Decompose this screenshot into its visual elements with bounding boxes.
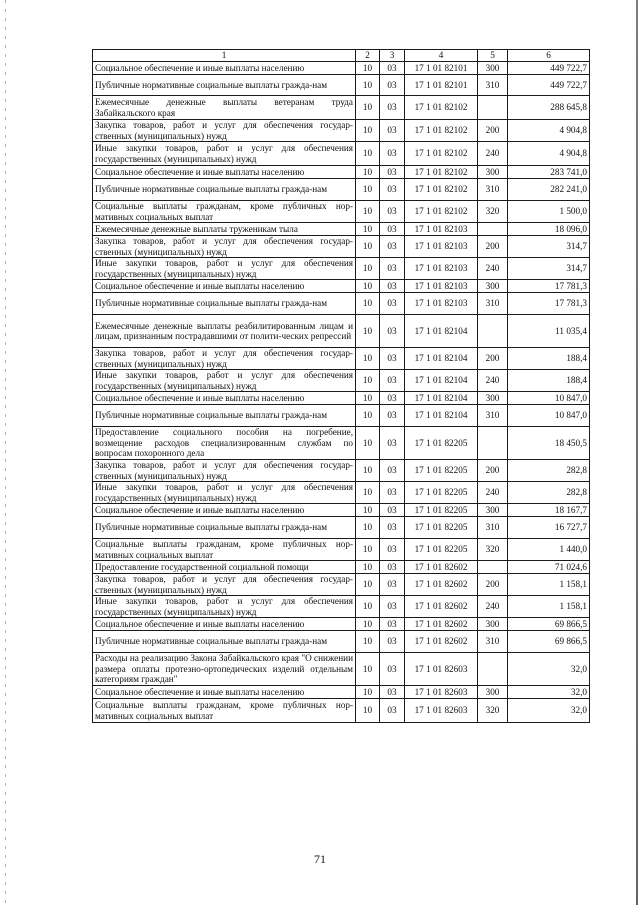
- header-col-2: 2: [356, 50, 380, 62]
- row-expense-type: 300: [478, 166, 508, 179]
- row-amount: 449 722,7: [508, 62, 590, 75]
- row-subsection: 03: [380, 62, 405, 75]
- table-row: [93, 293, 590, 315]
- row-target-article: 17 1 01 82102: [405, 96, 478, 120]
- header-row: [93, 50, 590, 62]
- row-expense-type: 310: [478, 75, 508, 96]
- row-amount: 1 440,0: [508, 539, 590, 561]
- row-target-article: 17 1 01 82102: [405, 166, 478, 179]
- table-row: [93, 482, 590, 504]
- table-row: [93, 236, 590, 258]
- row-name: Закупка товаров, работ и услуг для обеспечения государ-ственных (муниципальных) нужд: [93, 348, 356, 370]
- row-amount: 282,8: [508, 460, 590, 482]
- header-col-4: 4: [405, 50, 478, 62]
- row-expense-type: 200: [478, 574, 508, 596]
- row-name: Публичные нормативные социальные выплаты граждa-нам: [93, 631, 356, 653]
- table-row: [93, 280, 590, 293]
- row-name: Социальное обеспечение и иные выплаты населению: [93, 392, 356, 405]
- row-section: 10: [356, 315, 380, 348]
- row-name: Социальное обеспечение и иные выплаты населению: [93, 166, 356, 179]
- row-section: 10: [356, 517, 380, 539]
- row-section: 10: [356, 699, 380, 723]
- row-name: Предоставление государственной социальной помощи: [93, 561, 356, 574]
- row-expense-type: 240: [478, 482, 508, 504]
- row-amount: 282,8: [508, 482, 590, 504]
- row-target-article: 17 1 01 82102: [405, 142, 478, 166]
- table-row: [93, 348, 590, 370]
- row-name: Ежемесячные денежные выплаты ветеранам труда Забайкальского края: [93, 96, 356, 120]
- row-name: Социальное обеспечение и иные выплаты населению: [93, 618, 356, 631]
- row-expense-type: 240: [478, 370, 508, 392]
- row-expense-type: [478, 427, 508, 460]
- table-body: [93, 62, 590, 723]
- row-section: 10: [356, 348, 380, 370]
- row-subsection: 03: [380, 223, 405, 236]
- row-section: 10: [356, 405, 380, 427]
- table-row: [93, 653, 590, 686]
- row-subsection: 03: [380, 392, 405, 405]
- row-target-article: 17 1 01 82103: [405, 258, 478, 280]
- row-name: Ежемесячные денежные выплаты труженикам тыла: [93, 223, 356, 236]
- row-target-article: 17 1 01 82104: [405, 315, 478, 348]
- table-row: [93, 686, 590, 699]
- table-row: [93, 596, 590, 618]
- row-subsection: 03: [380, 686, 405, 699]
- row-amount: 4 904,8: [508, 120, 590, 142]
- row-name: Публичные нормативные социальные выплаты граждa-нам: [93, 75, 356, 96]
- row-subsection: 03: [380, 179, 405, 201]
- table-row: [93, 370, 590, 392]
- row-name: Закупка товаров, работ и услуг для обеспечения государ-ственных (муниципальных) нужд: [93, 236, 356, 258]
- row-amount: 188,4: [508, 348, 590, 370]
- row-amount: 10 847,0: [508, 392, 590, 405]
- row-expense-type: 300: [478, 392, 508, 405]
- row-amount: 1 158,1: [508, 596, 590, 618]
- row-subsection: 03: [380, 142, 405, 166]
- row-subsection: 03: [380, 370, 405, 392]
- table-row: [93, 223, 590, 236]
- row-expense-type: 310: [478, 631, 508, 653]
- row-subsection: 03: [380, 348, 405, 370]
- table-header: [93, 50, 590, 62]
- row-section: 10: [356, 201, 380, 223]
- row-name: Иные закупки товаров, работ и услуг для обеспечения государственных (муниципальных) нужд: [93, 258, 356, 280]
- row-target-article: 17 1 01 82602: [405, 618, 478, 631]
- row-subsection: 03: [380, 596, 405, 618]
- row-target-article: 17 1 01 82205: [405, 427, 478, 460]
- row-subsection: 03: [380, 236, 405, 258]
- table-row: [93, 315, 590, 348]
- row-target-article: 17 1 01 82104: [405, 370, 478, 392]
- row-amount: 18 096,0: [508, 223, 590, 236]
- row-name: Иные закупки товаров, работ и услуг для обеспечения государственных (муниципальных) нужд: [93, 142, 356, 166]
- table-row: [93, 517, 590, 539]
- row-section: 10: [356, 258, 380, 280]
- row-subsection: 03: [380, 75, 405, 96]
- row-target-article: 17 1 01 82602: [405, 574, 478, 596]
- row-section: 10: [356, 460, 380, 482]
- row-target-article: 17 1 01 82104: [405, 348, 478, 370]
- row-subsection: 03: [380, 699, 405, 723]
- row-subsection: 03: [380, 427, 405, 460]
- header-col-3: 3: [380, 50, 405, 62]
- row-amount: 71 024,6: [508, 561, 590, 574]
- row-name: Иные закупки товаров, работ и услуг для обеспечения государственных (муниципальных) нужд: [93, 596, 356, 618]
- table-row: [93, 75, 590, 96]
- row-target-article: 17 1 01 82103: [405, 293, 478, 315]
- row-amount: 449 722,7: [508, 75, 590, 96]
- row-target-article: 17 1 01 82101: [405, 75, 478, 96]
- row-name: Иные закупки товаров, работ и услуг для обеспечения государственных (муниципальных) нужд: [93, 370, 356, 392]
- row-subsection: 03: [380, 618, 405, 631]
- row-expense-type: [478, 223, 508, 236]
- row-section: 10: [356, 482, 380, 504]
- row-section: 10: [356, 596, 380, 618]
- row-amount: 69 866,5: [508, 631, 590, 653]
- row-expense-type: 320: [478, 201, 508, 223]
- row-target-article: 17 1 01 82205: [405, 517, 478, 539]
- row-target-article: 17 1 01 82102: [405, 120, 478, 142]
- row-subsection: 03: [380, 96, 405, 120]
- row-name: Закупка товаров, работ и услуг для обеспечения государ-ственных (муниципальных) нужд: [93, 574, 356, 596]
- row-target-article: 17 1 01 82104: [405, 405, 478, 427]
- row-name: Социальные выплаты гражданам, кроме публичных нор-мативных социальных выплат: [93, 699, 356, 723]
- row-expense-type: [478, 96, 508, 120]
- row-section: 10: [356, 223, 380, 236]
- row-target-article: 17 1 01 82101: [405, 62, 478, 75]
- row-amount: 314,7: [508, 236, 590, 258]
- row-section: 10: [356, 280, 380, 293]
- row-expense-type: 200: [478, 460, 508, 482]
- row-section: 10: [356, 653, 380, 686]
- row-amount: 17 781,3: [508, 293, 590, 315]
- row-target-article: 17 1 01 82603: [405, 653, 478, 686]
- table-row: [93, 179, 590, 201]
- row-expense-type: 310: [478, 517, 508, 539]
- table-row: [93, 405, 590, 427]
- row-section: 10: [356, 120, 380, 142]
- row-target-article: 17 1 01 82602: [405, 561, 478, 574]
- row-subsection: 03: [380, 405, 405, 427]
- row-section: 10: [356, 539, 380, 561]
- table-row: [93, 392, 590, 405]
- row-target-article: 17 1 01 82603: [405, 686, 478, 699]
- row-subsection: 03: [380, 280, 405, 293]
- row-name: Публичные нормативные социальные выплаты граждa-нам: [93, 405, 356, 427]
- row-expense-type: 300: [478, 62, 508, 75]
- row-subsection: 03: [380, 258, 405, 280]
- row-amount: 32,0: [508, 699, 590, 723]
- scan-edge-left: [5, 0, 6, 905]
- row-name: Расходы на реализацию Закона Забайкальского края "О снижении размера оплаты протезно-ортопедических изделий отдельным категориям граждан": [93, 653, 356, 686]
- row-subsection: 03: [380, 561, 405, 574]
- table-row: [93, 120, 590, 142]
- row-expense-type: 240: [478, 258, 508, 280]
- table-row: [93, 460, 590, 482]
- row-target-article: 17 1 01 82103: [405, 223, 478, 236]
- row-subsection: 03: [380, 293, 405, 315]
- scan-edge-right: [636, 0, 638, 905]
- row-amount: 69 866,5: [508, 618, 590, 631]
- row-expense-type: 200: [478, 120, 508, 142]
- table-row: [93, 539, 590, 561]
- row-section: 10: [356, 142, 380, 166]
- row-amount: 10 847,0: [508, 405, 590, 427]
- row-target-article: 17 1 01 82104: [405, 392, 478, 405]
- row-section: 10: [356, 166, 380, 179]
- row-section: 10: [356, 62, 380, 75]
- row-target-article: 17 1 01 82205: [405, 460, 478, 482]
- row-subsection: 03: [380, 460, 405, 482]
- row-name: Публичные нормативные социальные выплаты граждa-нам: [93, 293, 356, 315]
- table-row: [93, 166, 590, 179]
- row-name: Социальное обеспечение и иные выплаты населению: [93, 504, 356, 517]
- row-subsection: 03: [380, 120, 405, 142]
- header-col-6: 6: [508, 50, 590, 62]
- row-expense-type: 320: [478, 699, 508, 723]
- row-expense-type: [478, 315, 508, 348]
- row-target-article: 17 1 01 82102: [405, 201, 478, 223]
- row-name: Закупка товаров, работ и услуг для обеспечения государ-ственных (муниципальных) нужд: [93, 460, 356, 482]
- row-section: 10: [356, 686, 380, 699]
- header-col-5: 5: [478, 50, 508, 62]
- row-section: 10: [356, 561, 380, 574]
- row-section: 10: [356, 427, 380, 460]
- row-amount: 32,0: [508, 686, 590, 699]
- row-section: 10: [356, 392, 380, 405]
- row-section: 10: [356, 236, 380, 258]
- row-amount: 188,4: [508, 370, 590, 392]
- row-expense-type: 300: [478, 280, 508, 293]
- row-amount: 32,0: [508, 653, 590, 686]
- row-name: Закупка товаров, работ и услуг для обеспечения государ-ственных (муниципальных) нужд: [93, 120, 356, 142]
- row-target-article: 17 1 01 82102: [405, 179, 478, 201]
- row-target-article: 17 1 01 82602: [405, 596, 478, 618]
- row-subsection: 03: [380, 539, 405, 561]
- row-subsection: 03: [380, 504, 405, 517]
- row-amount: 1 500,0: [508, 201, 590, 223]
- table-row: [93, 201, 590, 223]
- row-subsection: 03: [380, 166, 405, 179]
- row-amount: 288 645,8: [508, 96, 590, 120]
- row-name: Социальное обеспечение и иные выплаты населению: [93, 62, 356, 75]
- row-amount: 314,7: [508, 258, 590, 280]
- row-name: Иные закупки товаров, работ и услуг для обеспечения государственных (муниципальных) нужд: [93, 482, 356, 504]
- row-expense-type: 200: [478, 348, 508, 370]
- row-expense-type: 310: [478, 405, 508, 427]
- row-expense-type: 200: [478, 236, 508, 258]
- row-expense-type: 320: [478, 539, 508, 561]
- row-name: Публичные нормативные социальные выплаты граждa-нам: [93, 179, 356, 201]
- row-expense-type: [478, 561, 508, 574]
- row-target-article: 17 1 01 82205: [405, 539, 478, 561]
- row-subsection: 03: [380, 315, 405, 348]
- row-amount: 4 904,8: [508, 142, 590, 166]
- row-amount: 283 741,0: [508, 166, 590, 179]
- table-row: [93, 258, 590, 280]
- row-name: Социальное обеспечение и иные выплаты населению: [93, 686, 356, 699]
- row-subsection: 03: [380, 653, 405, 686]
- row-amount: 11 035,4: [508, 315, 590, 348]
- row-section: 10: [356, 574, 380, 596]
- table-row: [93, 618, 590, 631]
- row-amount: 282 241,0: [508, 179, 590, 201]
- row-subsection: 03: [380, 517, 405, 539]
- row-subsection: 03: [380, 201, 405, 223]
- row-expense-type: 310: [478, 293, 508, 315]
- row-name: Ежемесячные денежные выплаты реабилитированным лицам и лицам, признанным пострадавшими от полити-ческих репрессий: [93, 315, 356, 348]
- row-subsection: 03: [380, 482, 405, 504]
- row-section: 10: [356, 504, 380, 517]
- table-row: [93, 427, 590, 460]
- row-target-article: 17 1 01 82603: [405, 699, 478, 723]
- row-section: 10: [356, 293, 380, 315]
- row-subsection: 03: [380, 574, 405, 596]
- row-amount: 16 727,7: [508, 517, 590, 539]
- table-row: [93, 142, 590, 166]
- table-row: [93, 631, 590, 653]
- row-section: 10: [356, 631, 380, 653]
- page-number: 71: [314, 852, 326, 866]
- row-expense-type: 300: [478, 686, 508, 699]
- row-section: 10: [356, 618, 380, 631]
- header-col-1: 1: [93, 50, 356, 62]
- table-row: [93, 574, 590, 596]
- row-expense-type: 300: [478, 504, 508, 517]
- row-expense-type: 240: [478, 596, 508, 618]
- row-expense-type: 310: [478, 179, 508, 201]
- row-section: 10: [356, 96, 380, 120]
- row-target-article: 17 1 01 82103: [405, 236, 478, 258]
- row-name: Социальные выплаты гражданам, кроме публичных нор-мативных социальных выплат: [93, 539, 356, 561]
- budget-table: [92, 49, 590, 723]
- row-name: Публичные нормативные социальные выплаты граждa-нам: [93, 517, 356, 539]
- table-row: [93, 561, 590, 574]
- row-amount: 1 158,1: [508, 574, 590, 596]
- row-name: Социальные выплаты гражданам, кроме публичных нор-мативных социальных выплат: [93, 201, 356, 223]
- row-target-article: 17 1 01 82103: [405, 280, 478, 293]
- table-row: [93, 699, 590, 723]
- row-subsection: 03: [380, 631, 405, 653]
- row-expense-type: 240: [478, 142, 508, 166]
- row-name: Предоставление социального пособия на погребение, возмещение расходов специализированным службам по вопросам похоронного дела: [93, 427, 356, 460]
- row-target-article: 17 1 01 82602: [405, 631, 478, 653]
- row-amount: 18 450,5: [508, 427, 590, 460]
- table-row: [93, 504, 590, 517]
- row-expense-type: [478, 653, 508, 686]
- row-section: 10: [356, 75, 380, 96]
- table-row: [93, 96, 590, 120]
- row-target-article: 17 1 01 82205: [405, 504, 478, 517]
- row-amount: 18 167,7: [508, 504, 590, 517]
- row-section: 10: [356, 370, 380, 392]
- row-section: 10: [356, 179, 380, 201]
- row-target-article: 17 1 01 82205: [405, 482, 478, 504]
- row-amount: 17 781,3: [508, 280, 590, 293]
- row-expense-type: 300: [478, 618, 508, 631]
- row-name: Социальное обеспечение и иные выплаты населению: [93, 280, 356, 293]
- table-row: [93, 62, 590, 75]
